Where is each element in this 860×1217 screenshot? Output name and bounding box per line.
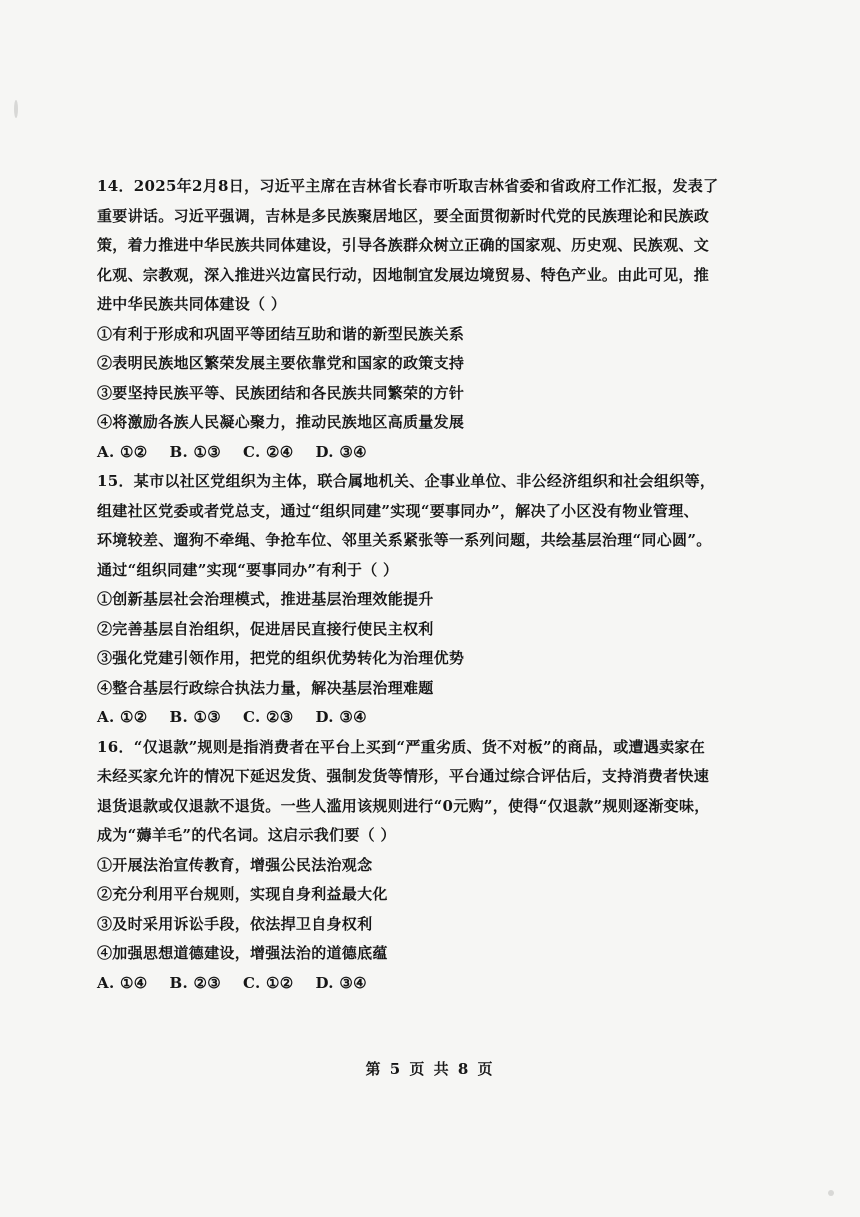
question-stem-line: 组建社区党委或者党总支，通过“组织同建”实现“要事同办”，解决了小区没有物业管理、 [97,501,699,520]
answer-choice-b: B. ①③ [169,708,222,726]
question-stem-line: 重要讲话。习近平强调，吉林是多民族聚居地区，要全面贯彻新时代党的民族理论和民族政 [97,206,710,225]
statement-option: ③要坚持民族平等、民族团结和各民族共同繁荣的方针 [97,383,465,402]
question-stem-line: 通过“组织同建”实现“要事同办”有利于（ ） [97,560,399,579]
answer-choice-b: B. ①③ [169,442,222,461]
question-stem-line: 16．“仅退款”规则是指消费者在平台上买到“严重劣质、货不对板”的商品，或遭遇卖家在 [97,737,705,756]
question-16 [97,733,737,999]
question-stem-line: 成为“薅羊毛”的代名词。这启示我们要（ ） [97,826,396,844]
answer-choices [97,969,737,999]
scan-mark [14,100,18,118]
question-stem-line: 化观、宗教观，深入推进兴边富民行动，因地制宜发展边境贸易、特色产业。由此可见，推 [97,265,710,284]
answer-choice-d: D. ③④ [315,973,367,992]
question-stem-line: 环境较差、遛狗不牵绳、争抢车位、邻里关系紧张等一系列问题，共绘基层治理“同心圆”。 [97,531,712,549]
question-14 [97,172,737,467]
question-stem-line: 未经买家允许的情况下延迟发货、强制发货等情形，平台通过综合评估后，支持消费者快速 [97,767,710,785]
question-list [97,172,737,998]
question-stem-line: 14．2025年2月8日，习近平主席在吉林省长春市听取吉林省委和省政府工作汇报，发表了 [97,177,719,195]
question-stem-line: 策，着力推进中华民族共同体建设，引导各族群众树立正确的国家观、历史观、民族观、文 [97,236,710,254]
scan-mark [828,1190,834,1196]
answer-choices [97,703,737,733]
statement-option: ③及时采用诉讼手段，依法捍卫自身权利 [97,914,373,933]
question-stem-line: 进中华民族共同体建设（ ） [97,295,287,313]
page-number-footer: 第 5 页 共 8 页 [365,1060,495,1078]
statement-option: ①开展法治宣传教育，增强公民法治观念 [97,855,373,874]
statement-option: ④整合基层行政综合执法力量，解决基层治理难题 [97,678,434,697]
answer-choice-c: C. ②④ [243,442,294,461]
answer-choice-d: D. ③④ [315,708,367,726]
answer-choice-b: B. ②③ [169,973,222,992]
answer-choice-c: C. ②③ [243,708,294,726]
statement-option: ③强化党建引领作用，把党的组织优势转化为治理优势 [97,649,465,667]
answer-choices [97,438,737,468]
statement-option: ④将激励各族人民凝心聚力，推动民族地区高质量发展 [97,413,465,431]
answer-choice-a: A. ①② [97,708,148,726]
statement-option: ②表明民族地区繁荣发展主要依靠党和国家的政策支持 [97,354,465,372]
question-stem-line: 退货退款或仅退款不退货。一些人滥用该规则进行“0元购”，使得“仅退款”规则逐渐变味， [97,796,710,815]
question-15 [97,467,737,733]
question-stem-line: 15．某市以社区党组织为主体，联合属地机关、企事业单位、非公经济组织和社会组织等， [97,472,716,490]
answer-choice-d: D. ③④ [315,442,367,461]
answer-choice-a: A. ①② [97,442,148,461]
statement-option: ②充分利用平台规则，实现自身利益最大化 [97,885,388,903]
answer-choice-c: C. ①② [243,973,294,992]
statement-option: ①创新基层社会治理模式，推进基层治理效能提升 [97,590,434,608]
answer-choice-a: A. ①④ [97,973,148,992]
statement-option: ④加强思想道德建设，增强法治的道德底蕴 [97,944,388,962]
statement-option: ②完善基层自治组织，促进居民直接行使民主权利 [97,619,434,638]
statement-option: ①有利于形成和巩固平等团结互助和谐的新型民族关系 [97,324,465,343]
